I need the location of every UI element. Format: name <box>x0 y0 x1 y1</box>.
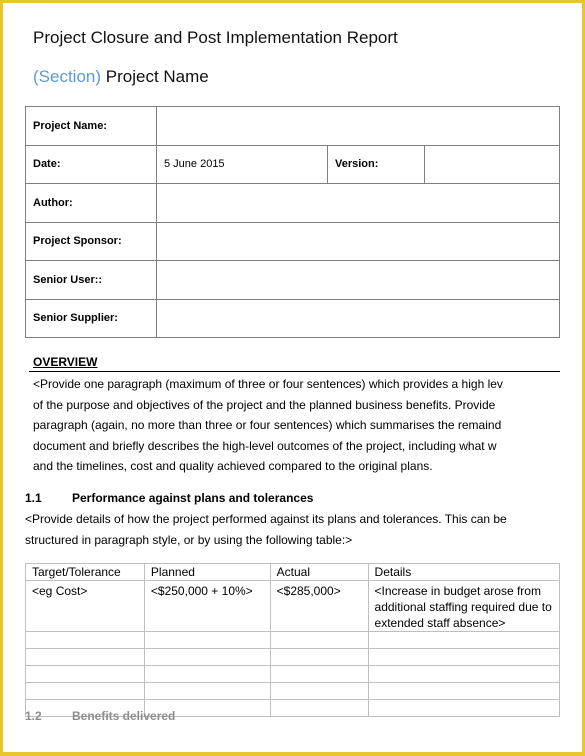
overview-line: <Provide one paragraph (maximum of three or four sentences) which provides a high lev <box>33 377 503 391</box>
table-cell[interactable] <box>270 632 368 649</box>
column-header-planned: Planned <box>144 564 270 581</box>
info-row-date <box>26 145 560 184</box>
section-tag: (Section) <box>33 67 102 86</box>
project-sponsor-label: Project Sponsor: <box>26 222 157 261</box>
table-row <box>26 581 560 632</box>
table-cell[interactable] <box>144 649 270 666</box>
column-header-details: Details <box>368 564 559 581</box>
table-cell[interactable] <box>368 700 559 717</box>
column-header-actual: Actual <box>270 564 368 581</box>
table-row <box>26 666 560 683</box>
table-cell[interactable] <box>26 683 145 700</box>
overview-line: of the purpose and objectives of the project and the planned business benefits. Provide <box>33 397 496 412</box>
date-field[interactable]: 5 June 2015 <box>157 145 328 184</box>
version-field[interactable] <box>425 145 560 184</box>
project-info-table <box>25 106 560 338</box>
table-cell[interactable] <box>368 649 559 666</box>
paragraph-line: structured in paragraph style, or by using the following table:> <box>25 532 353 547</box>
overview-divider <box>29 371 560 372</box>
senior-user-label: Senior User:: <box>26 261 157 300</box>
project-sponsor-field[interactable] <box>157 222 560 261</box>
section-1-1-paragraph <box>25 509 565 550</box>
date-label: Date: <box>26 145 157 184</box>
overview-line: paragraph (again, no more than three or four sentences) which summarises the remaind <box>33 418 502 432</box>
section-title: Performance against plans and tolerances <box>72 491 314 505</box>
info-row-senior-user <box>26 261 560 300</box>
table-row <box>26 683 560 700</box>
senior-supplier-label: Senior Supplier: <box>26 299 157 338</box>
paragraph-line: <Provide details of how the project performed against its plans and tolerances. This can be <box>25 512 507 526</box>
info-row-project-name <box>26 107 560 146</box>
table-header-row <box>26 564 560 581</box>
table-cell[interactable] <box>144 683 270 700</box>
info-row-sponsor <box>26 222 560 261</box>
table-cell[interactable]: <eg Cost> <box>26 581 145 632</box>
table-row <box>26 632 560 649</box>
section-heading <box>33 67 209 87</box>
overview-heading: OVERVIEW <box>33 355 98 369</box>
project-name-heading: Project Name <box>105 67 209 86</box>
author-field[interactable] <box>157 184 560 223</box>
table-cell[interactable] <box>270 683 368 700</box>
section-number: 1.2 <box>25 709 42 723</box>
project-name-field[interactable] <box>157 107 560 146</box>
table-cell[interactable]: <$250,000 + 10%> <box>144 581 270 632</box>
table-cell[interactable] <box>270 666 368 683</box>
table-cell[interactable] <box>144 632 270 649</box>
section-title: Benefits delivered <box>72 709 176 723</box>
table-cell[interactable] <box>270 700 368 717</box>
column-header-target: Target/Tolerance <box>26 564 145 581</box>
table-cell[interactable] <box>270 649 368 666</box>
table-cell[interactable] <box>26 666 145 683</box>
info-row-senior-supplier <box>26 299 560 338</box>
table-cell[interactable]: <$285,000> <box>270 581 368 632</box>
senior-supplier-field[interactable] <box>157 299 560 338</box>
overview-line: document and briefly describes the high-level outcomes of the project, including what w <box>33 438 497 453</box>
section-number: 1.1 <box>25 491 42 505</box>
document-title: Project Closure and Post Implementation Report <box>33 28 398 47</box>
author-label: Author: <box>26 184 157 223</box>
table-cell[interactable] <box>368 666 559 683</box>
section-1-2-heading <box>25 709 175 723</box>
version-label: Version: <box>328 145 425 184</box>
table-cell[interactable] <box>368 632 559 649</box>
info-row-author <box>26 184 560 223</box>
table-cell[interactable]: <Increase in budget arose from additional staffing required due to extended staff absence> <box>368 581 559 632</box>
overview-paragraph <box>33 374 560 477</box>
table-row <box>26 649 560 666</box>
performance-table <box>25 563 560 717</box>
section-1-1-heading <box>25 491 313 505</box>
table-cell[interactable] <box>368 683 559 700</box>
project-name-label: Project Name: <box>26 107 157 146</box>
overview-line: and the timelines, cost and quality achieved compared to the original plans. <box>33 459 433 473</box>
senior-user-field[interactable] <box>157 261 560 300</box>
table-cell[interactable] <box>144 666 270 683</box>
table-cell[interactable] <box>26 649 145 666</box>
table-cell[interactable] <box>26 632 145 649</box>
